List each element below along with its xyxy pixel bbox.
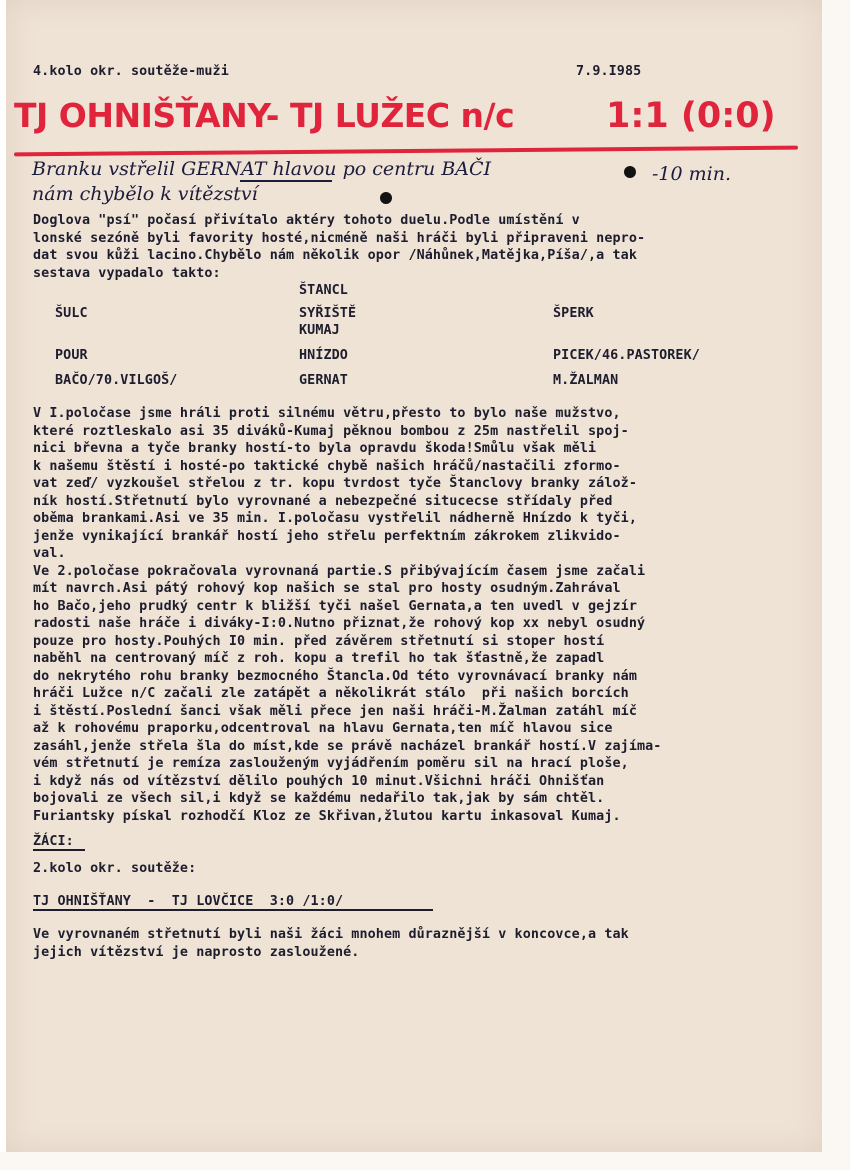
ink-dot: [380, 192, 392, 204]
intro-paragraph: Doglova "psí" počasí přivítalo aktéry tohoto duelu.Podle umístění v lonské sezóně byli favority hosté,nicméně naši hráči byli připraveni nepro- dat svou kůži lacino.Chybělo nám několik opor /Náhůnek,Matějka,Píša/,a tak sestava vypadalo takto:: [33, 213, 646, 281]
match-date: 7.9.I985: [576, 64, 642, 79]
scan-margin-right: [822, 0, 850, 1170]
lineup-player: BAČO/70.VILGOŠ/: [55, 373, 178, 388]
lineup-player: POUR: [55, 348, 88, 363]
youth-round: 2.kolo okr. soutěže:: [33, 861, 197, 876]
match-report: V I.poločase jsme hráli proti silnému větru,přesto to bylo naše mužstvo, které roztleskalo asi 35 diváků-Kumaj pěknou bombou z 25m nastřelil spoj- nici břevna a tyče branky hostí-to byla opravdu škoda!Smůlu však měli k našemu štěstí i hosté-po taktické chybě našich hráčů/nastačili zformo- vat zeď/ vyzkoušel střelou z tr. kopu tvrdost tyče Štanclovy branky zálož- ník hostí.Střetnutí bylo vyrovnané a nebezpečné situcecse střídaly před oběma brankami.Asi ve 35 min. I.poločasu vystřelil nádherně Hnízdo k tyči, jenže vynikající brankář hostí jeho střelu perfektním zákrokem zlikvido- val. Ve 2.poločase pokračovala vyrovnaná partie.S přibývajícím časem jsme začali mít navrch.Asi pátý rohový kop našich se stal pro hosty osudným.Zahrával ho Bačo,jeho prudký centr k bližší tyči našel Gernata,a ten uvedl v gejzír radosti naše hráče i diváky-I:0.Nutno přiznat,že rohový kop xx nebyl osudný pouze pro hosty.Pouhých I0 min. před závěrem střetnutí si stoper hostí naběhl na centrovaný míč z roh. kopu a trefil ho tak šťastně,že zapadl do nekrytého rohu branky bezmocného Štancla.Od této vyrovnávací branky nám hráči Lužce n/C začali zle zatápět a několikrát stálo při našich borcích i štěstí.Poslední šanci však měli přece jen naši hráči-M.Žalman zatáhl míč až k rohovému praporku,odcentroval na hlavu Gernata,ten míč hlavou sice zasáhl,jenže střela šla do míst,kde se právě nacházel brankář hostí.V zajíma- vém střetnutí je remíza zaslouženým vyjádřením poměru sil na hrací ploše, i když nás od vítězství dělilo pouhých 10 minut.Všichni hráči Ohnišťan bojovali ze všech sil,i když se každému nedařilo tak,jak by sám chtěl. Furiantsky pískal rozhodčí Kloz ze Skřivan,žlutou kartu inkasoval Kumaj.: [33, 406, 662, 824]
youth-match-result: TJ OHNIŠŤANY - TJ LOVČICE 3:0 /1:0/: [33, 894, 344, 909]
youth-report: Ve vyrovnaném střetnutí byli naši žáci mnohem důraznější v koncovce,a tak jejich vítězství je naprosto zasloužené.: [33, 927, 629, 960]
lineup-player: PICEK/46.PASTOREK/: [553, 348, 700, 363]
youth-heading-underline: [33, 849, 85, 851]
lineup-player: KUMAJ: [299, 323, 340, 338]
lineup-player: ŠPERK: [553, 306, 594, 321]
youth-match-underline: [33, 909, 433, 911]
round-label: 4.kolo okr. soutěže-muži: [33, 64, 229, 79]
handwritten-match-title: TJ OHNIŠŤANY- TJ LUŽEC n/c: [14, 96, 515, 135]
lineup-player: GERNAT: [299, 373, 348, 388]
handwritten-goal-note: Branku vstřelil GERNAT hlavou po centru BAČI: [32, 158, 492, 180]
lineup-player: ŠULC: [55, 306, 88, 321]
gernat-underline: [240, 180, 332, 182]
ink-dot: [624, 166, 636, 178]
lineup-player: M.ŽALMAN: [553, 373, 619, 388]
youth-heading: ŽÁCI:: [33, 834, 74, 849]
handwritten-score: 1:1 (0:0): [606, 96, 776, 136]
handwritten-minute-note: -10 min.: [652, 163, 732, 185]
lineup-player: SYŘIŠTĚ: [299, 306, 357, 321]
lineup-player: HNÍZDO: [299, 348, 348, 363]
lineup-goalkeeper: ŠTANCL: [299, 283, 348, 298]
handwritten-victory-note: nám chybělo k vítězství: [32, 183, 258, 205]
scan-margin-bottom: [0, 1152, 850, 1170]
